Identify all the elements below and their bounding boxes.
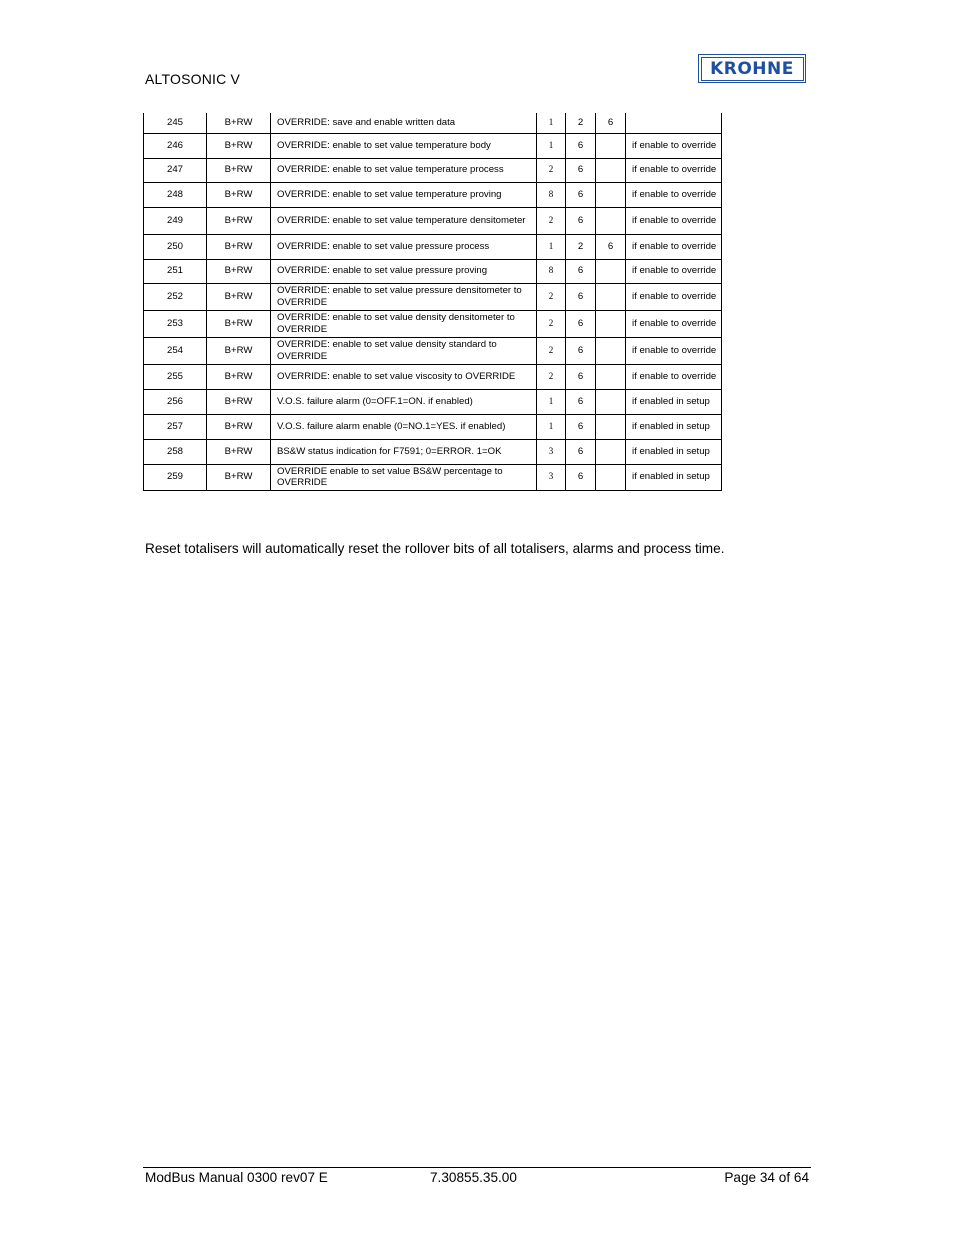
register-col-b: 6 <box>566 310 596 337</box>
register-col-c <box>596 464 626 490</box>
register-number: 249 <box>144 207 207 234</box>
register-col-a: 8 <box>537 259 566 283</box>
register-note: if enable to override <box>626 337 722 364</box>
register-number: 246 <box>144 133 207 158</box>
register-description: OVERRIDE: enable to set value pressure densitometer to OVERRIDE <box>271 283 537 310</box>
register-description: OVERRIDE: enable to set value temperature densitometer <box>271 207 537 234</box>
register-number: 245 <box>144 113 207 133</box>
register-col-c: 6 <box>596 234 626 259</box>
register-col-b: 2 <box>566 234 596 259</box>
register-col-a: 1 <box>537 113 566 133</box>
register-col-b: 6 <box>566 133 596 158</box>
register-col-a: 2 <box>537 283 566 310</box>
register-col-a: 8 <box>537 182 566 207</box>
register-type: B+RW <box>207 133 271 158</box>
register-type: B+RW <box>207 234 271 259</box>
register-number: 254 <box>144 337 207 364</box>
register-col-b: 6 <box>566 414 596 439</box>
register-note: if enable to override <box>626 283 722 310</box>
logo-text: KROHNE <box>710 58 794 79</box>
body-paragraph: Reset totalisers will automatically reset the rollover bits of all totalisers, alarms and process time. <box>145 541 725 556</box>
register-col-b: 6 <box>566 464 596 490</box>
register-description: OVERRIDE enable to set value BS&W percentage to OVERRIDE <box>271 464 537 490</box>
table-row <box>144 133 722 158</box>
footer-divider <box>143 1167 811 1168</box>
register-number: 248 <box>144 182 207 207</box>
register-col-a: 1 <box>537 389 566 414</box>
register-description: OVERRIDE: enable to set value pressure proving <box>271 259 537 283</box>
register-col-c <box>596 182 626 207</box>
register-note: if enabled in setup <box>626 439 722 464</box>
logo-frame <box>701 57 804 81</box>
register-note <box>626 113 722 133</box>
register-col-b: 6 <box>566 207 596 234</box>
register-type: B+RW <box>207 337 271 364</box>
table-row <box>144 389 722 414</box>
register-number: 258 <box>144 439 207 464</box>
table-row <box>144 464 722 490</box>
register-col-a: 2 <box>537 337 566 364</box>
register-note: if enable to override <box>626 182 722 207</box>
register-type: B+RW <box>207 414 271 439</box>
register-col-c <box>596 259 626 283</box>
register-type: B+RW <box>207 439 271 464</box>
register-description: OVERRIDE: enable to set value density densitometer to OVERRIDE <box>271 310 537 337</box>
register-col-a: 3 <box>537 439 566 464</box>
register-description: BS&W status indication for F7591; 0=ERROR. 1=OK <box>271 439 537 464</box>
register-col-c <box>596 310 626 337</box>
table-row <box>144 364 722 389</box>
register-col-b: 6 <box>566 364 596 389</box>
register-type: B+RW <box>207 364 271 389</box>
register-description: OVERRIDE: enable to set value density standard to OVERRIDE <box>271 337 537 364</box>
register-note: if enable to override <box>626 158 722 182</box>
document-title: ALTOSONIC V <box>145 71 241 87</box>
register-number: 255 <box>144 364 207 389</box>
register-description: OVERRIDE: enable to set value temperature body <box>271 133 537 158</box>
register-number: 247 <box>144 158 207 182</box>
register-table <box>143 113 722 491</box>
footer-page-number: Page 34 of 64 <box>724 1170 809 1185</box>
register-col-a: 2 <box>537 207 566 234</box>
register-number: 251 <box>144 259 207 283</box>
register-note: if enable to override <box>626 259 722 283</box>
register-col-b: 6 <box>566 158 596 182</box>
register-col-a: 3 <box>537 464 566 490</box>
register-col-c <box>596 207 626 234</box>
register-col-a: 1 <box>537 414 566 439</box>
register-note: if enabled in setup <box>626 389 722 414</box>
register-col-b: 6 <box>566 283 596 310</box>
register-note: if enable to override <box>626 207 722 234</box>
register-type: B+RW <box>207 310 271 337</box>
krohne-logo <box>698 54 806 83</box>
register-col-b: 6 <box>566 259 596 283</box>
table-row <box>144 283 722 310</box>
footer-manual-name: ModBus Manual 0300 rev07 E <box>145 1170 328 1185</box>
register-col-a: 1 <box>537 234 566 259</box>
register-col-c <box>596 389 626 414</box>
register-note: if enable to override <box>626 133 722 158</box>
table-row <box>144 158 722 182</box>
register-type: B+RW <box>207 464 271 490</box>
register-type: B+RW <box>207 182 271 207</box>
register-note: if enable to override <box>626 310 722 337</box>
register-col-c <box>596 158 626 182</box>
register-col-a: 2 <box>537 310 566 337</box>
table-row <box>144 414 722 439</box>
register-col-b: 6 <box>566 182 596 207</box>
table-row <box>144 207 722 234</box>
register-type: B+RW <box>207 283 271 310</box>
register-col-b: 6 <box>566 439 596 464</box>
register-col-c <box>596 364 626 389</box>
register-col-c <box>596 414 626 439</box>
table-row <box>144 113 722 133</box>
register-col-b: 2 <box>566 113 596 133</box>
table-row <box>144 259 722 283</box>
register-col-a: 1 <box>537 133 566 158</box>
table-row <box>144 182 722 207</box>
register-description: OVERRIDE: enable to set value temperature proving <box>271 182 537 207</box>
register-note: if enabled in setup <box>626 464 722 490</box>
register-number: 257 <box>144 414 207 439</box>
register-number: 253 <box>144 310 207 337</box>
register-col-c <box>596 133 626 158</box>
register-table-body <box>144 113 722 490</box>
register-type: B+RW <box>207 113 271 133</box>
register-col-b: 6 <box>566 389 596 414</box>
register-col-a: 2 <box>537 158 566 182</box>
register-col-c <box>596 283 626 310</box>
table-row <box>144 234 722 259</box>
register-note: if enabled in setup <box>626 414 722 439</box>
register-type: B+RW <box>207 158 271 182</box>
register-description: OVERRIDE: save and enable written data <box>271 113 537 133</box>
register-description: OVERRIDE: enable to set value viscosity to OVERRIDE <box>271 364 537 389</box>
register-description: V.O.S. failure alarm enable (0=NO.1=YES. if enabled) <box>271 414 537 439</box>
register-type: B+RW <box>207 207 271 234</box>
table-row <box>144 337 722 364</box>
register-number: 256 <box>144 389 207 414</box>
register-description: OVERRIDE: enable to set value pressure process <box>271 234 537 259</box>
register-number: 252 <box>144 283 207 310</box>
register-col-a: 2 <box>537 364 566 389</box>
register-col-c <box>596 337 626 364</box>
register-number: 250 <box>144 234 207 259</box>
register-col-c: 6 <box>596 113 626 133</box>
register-col-c <box>596 439 626 464</box>
footer-document-number: 7.30855.35.00 <box>430 1170 517 1185</box>
register-type: B+RW <box>207 389 271 414</box>
register-description: OVERRIDE: enable to set value temperature process <box>271 158 537 182</box>
register-number: 259 <box>144 464 207 490</box>
register-note: if enable to override <box>626 234 722 259</box>
table-row <box>144 310 722 337</box>
register-type: B+RW <box>207 259 271 283</box>
register-description: V.O.S. failure alarm (0=OFF.1=ON. if enabled) <box>271 389 537 414</box>
register-note: if enable to override <box>626 364 722 389</box>
table-row <box>144 439 722 464</box>
register-col-b: 6 <box>566 337 596 364</box>
